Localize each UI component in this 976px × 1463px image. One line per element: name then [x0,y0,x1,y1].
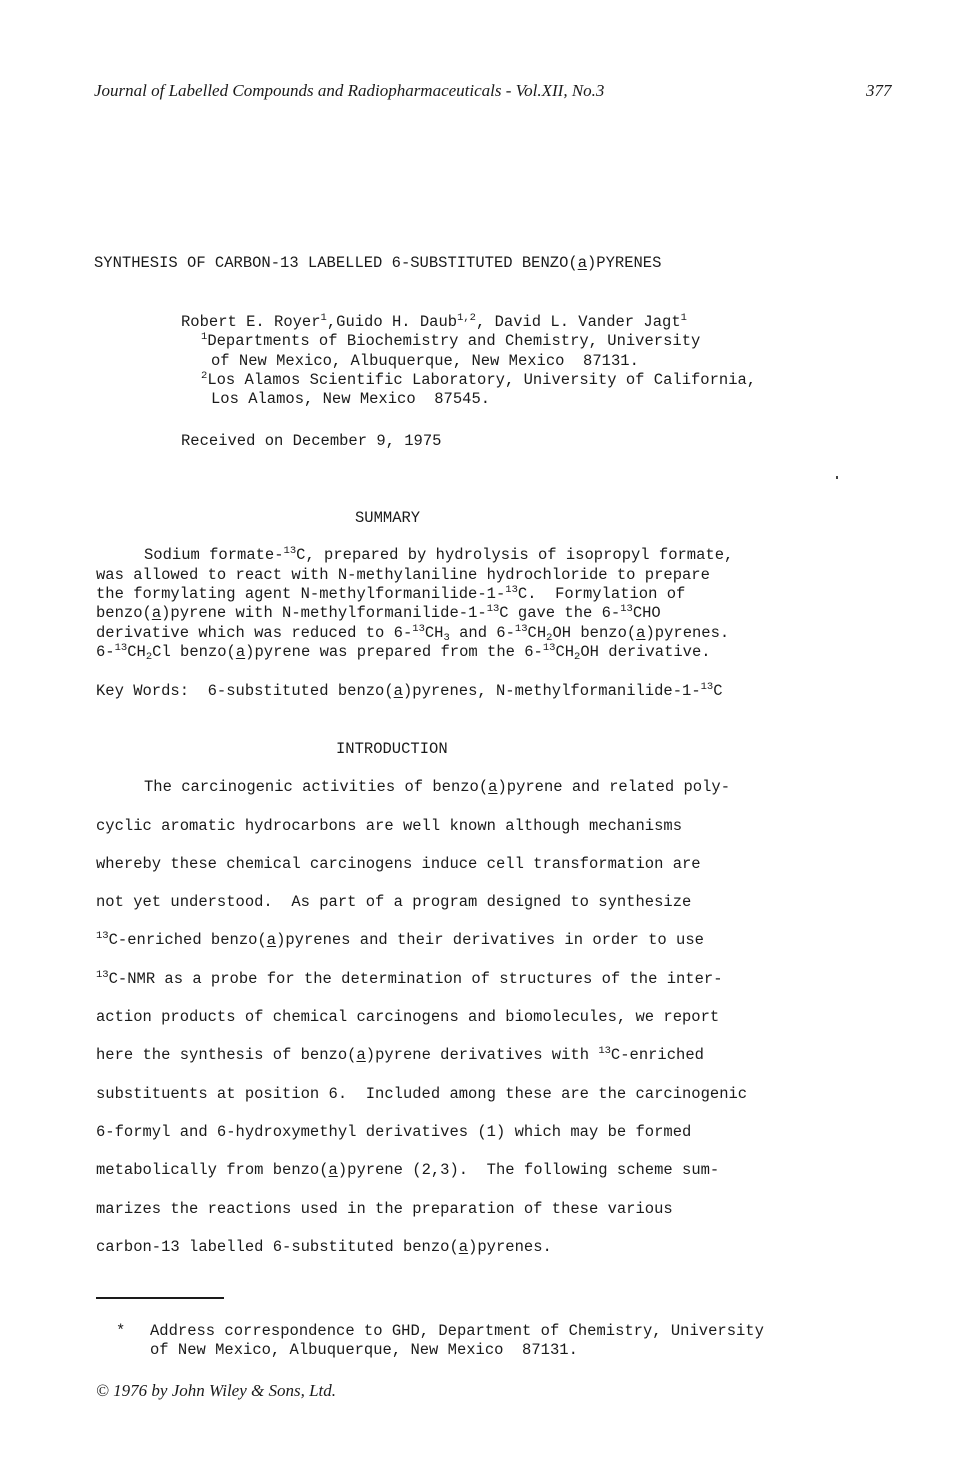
key-words: Key Words: 6-substituted benzo(a)pyrenes, N-methylformanilide-1-$^{13}$C [96,681,723,700]
footnote-line-1: Address correspondence to GHD, Department of Chemistry, University [150,1322,764,1340]
scan-speck [836,476,838,479]
author-line: Robert E. Royer$^1$,Guido H. Daub$^{1,2}$, David L. Vander Jagt$^1$ [181,312,687,331]
affiliation-2: $^2$Los Alamos Scientific Laboratory, University of California, [201,370,757,389]
journal-header: Journal of Labelled Compounds and Radiopharmaceuticals - Vol.XII, No.3 [94,81,605,100]
affiliation-1-cont: of New Mexico, Albuquerque, New Mexico 87131. [211,352,639,370]
page-number: 377 [866,81,892,100]
footnote-line-2: of New Mexico, Albuquerque, New Mexico 87131. [150,1341,578,1359]
affiliation-1: $^1$Departments of Biochemistry and Chemistry, University [201,331,701,350]
received-date: Received on December 9, 1975 [181,432,442,450]
affiliation-2-cont: Los Alamos, New Mexico 87545. [211,390,491,408]
footnote-rule [96,1297,224,1299]
footnote-marker: * [116,1322,126,1340]
introduction-heading: INTRODUCTION [336,740,448,758]
paper-title: SYNTHESIS OF CARBON-13 LABELLED 6-SUBSTITUTED BENZO(a)PYRENES [94,254,662,272]
summary-heading: SUMMARY [355,509,421,527]
copyright: © 1976 by John Wiley & Sons, Ltd. [96,1381,337,1400]
